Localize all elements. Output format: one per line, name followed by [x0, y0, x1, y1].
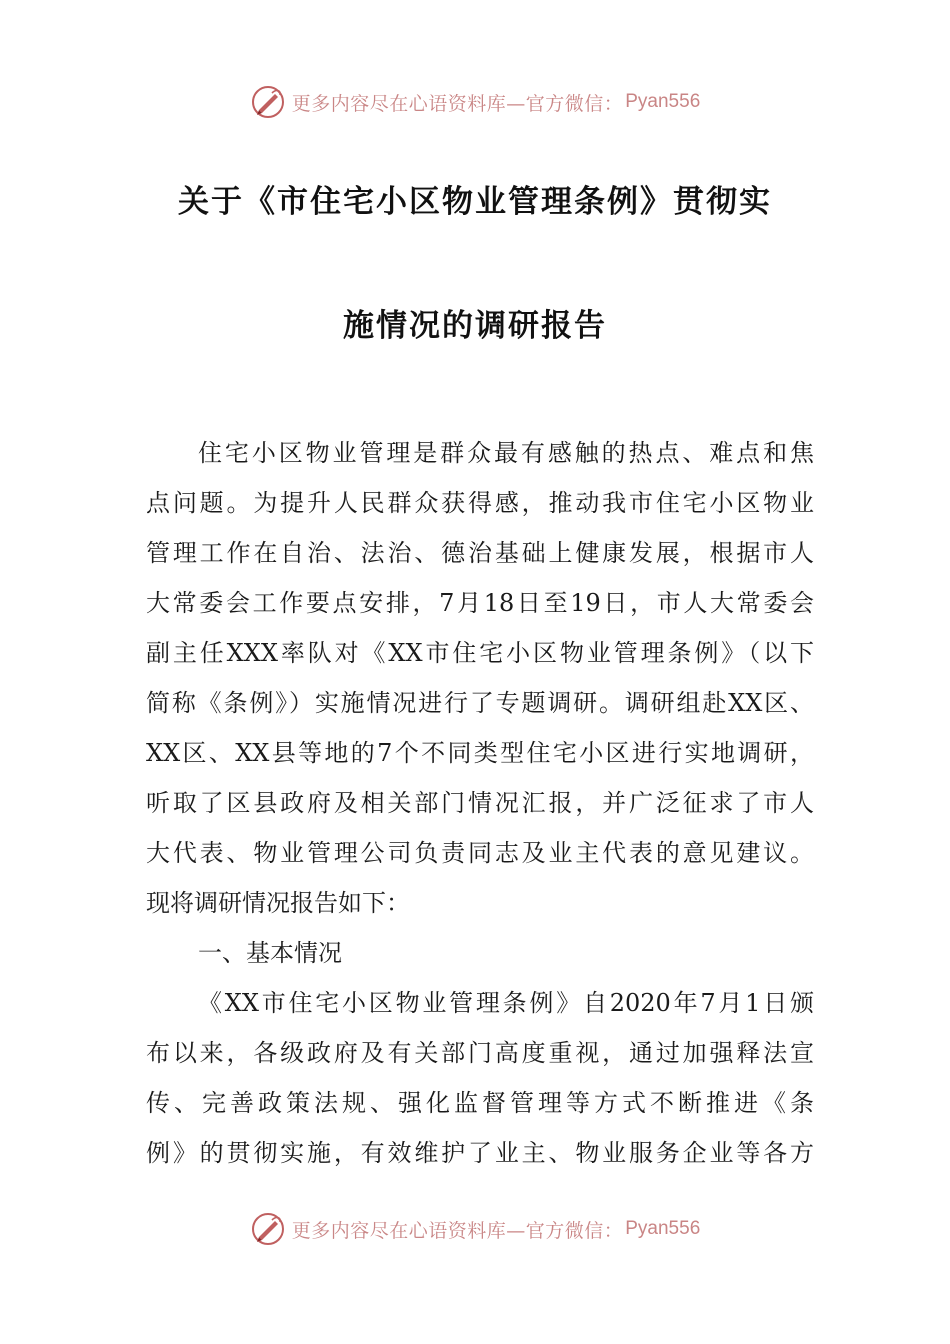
paragraph-1-line: 点问题。为提升人民群众获得感，推动我市住宅小区物业: [146, 489, 814, 517]
document-title-line-1: 关于《市住宅小区物业管理条例》贯彻实: [178, 184, 772, 220]
paragraph-1-line: 现将调研情况报告如下：: [146, 889, 410, 917]
paragraph-1-line: XX区、XX县等地的7个不同类型住宅小区进行实地调研，: [146, 739, 814, 767]
paragraph-1-line: 听取了区县政府及相关部门情况汇报，并广泛征求了市人: [146, 789, 814, 817]
paragraph-1-line: 大常委会工作要点安排，7月18日至19日，市人大常委会: [146, 589, 814, 617]
paragraph-1-line: 住宅小区物业管理是群众最有感触的热点、难点和焦: [198, 439, 814, 467]
paragraph-1-line: 简称《条例》）实施情况进行了专题调研。调研组赴XX区、: [146, 689, 814, 717]
document-title-line-2: 施情况的调研报告: [343, 308, 607, 344]
document-body: [146, 428, 814, 1178]
header-wechat-id: Pyan556: [625, 91, 701, 112]
pen-logo-icon: [250, 84, 286, 120]
paragraph-2-line: 传、完善政策法规、强化监督管理等方式不断推进《条: [146, 1089, 814, 1117]
paragraph-1-line: 副主任XXX率队对《XX市住宅小区物业管理条例》（以下: [146, 639, 814, 667]
footer-watermark-banner: [0, 1209, 950, 1249]
paragraph-2-line: 例》的贯彻实施，有效维护了业主、物业服务企业等各方: [146, 1139, 814, 1167]
pen-logo-icon: [250, 1211, 286, 1247]
footer-watermark-text: 更多内容尽在心语资料库—官方微信：: [291, 1219, 624, 1242]
section-heading-basic-situation: 一、基本情况: [198, 939, 342, 967]
footer-wechat-id: Pyan556: [625, 1218, 701, 1239]
paragraph-1-line: 大代表、物业管理公司负责同志及业主代表的意见建议。: [146, 839, 814, 867]
paragraph-2-line: 《XX市住宅小区物业管理条例》自2020年7月1日颁: [198, 989, 814, 1017]
paragraph-2-line: 布以来，各级政府及有关部门高度重视，通过加强释法宣: [146, 1039, 814, 1067]
header-watermark-banner: [0, 82, 950, 122]
header-watermark-text: 更多内容尽在心语资料库—官方微信：: [291, 92, 624, 115]
paragraph-1-line: 管理工作在自治、法治、德治基础上健康发展，根据市人: [146, 539, 814, 567]
